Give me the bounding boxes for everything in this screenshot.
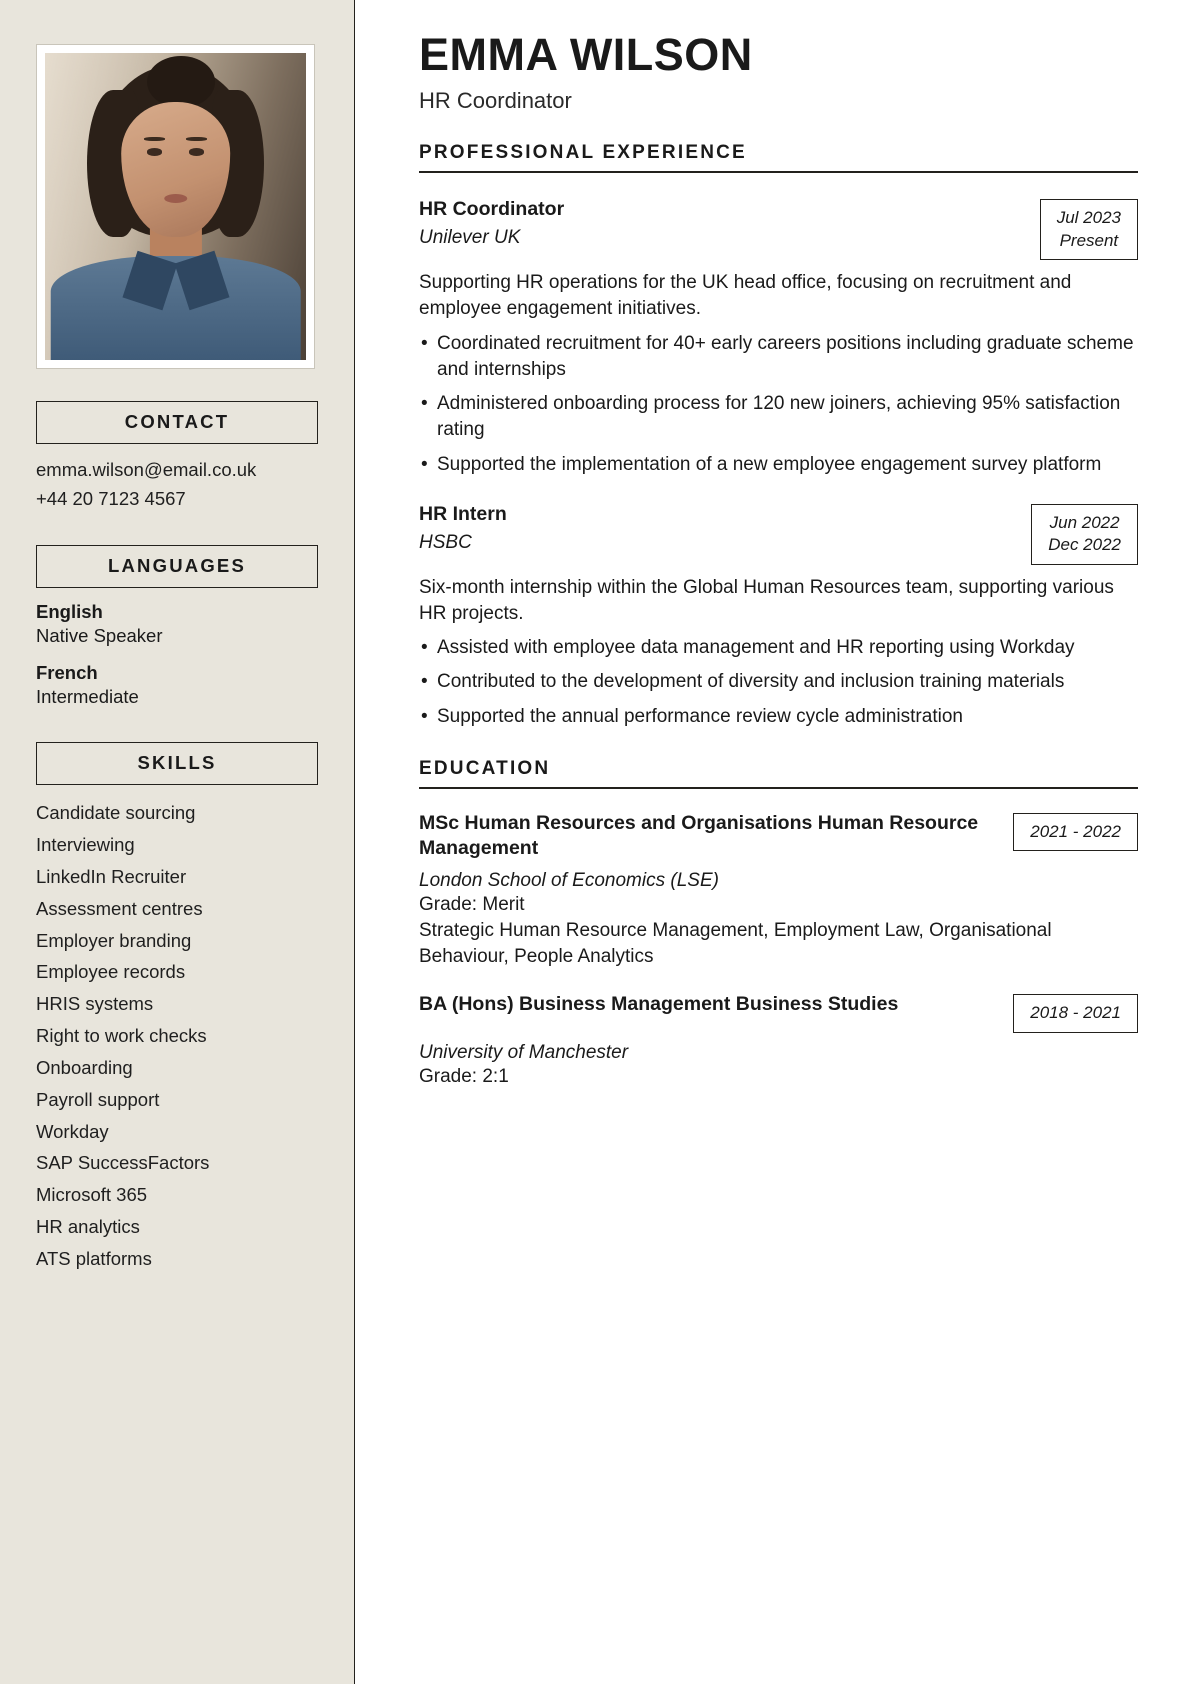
skill-item: Assessment centres <box>36 897 203 919</box>
experience-entry-left <box>419 197 1024 249</box>
list-item: • Assisted with employee data management and HR reporting using Workday <box>419 635 1138 661</box>
languages-list <box>36 600 318 710</box>
language-item <box>36 600 318 649</box>
job-title: HR Coordinator <box>419 88 572 114</box>
language-level: Intermediate <box>36 686 139 708</box>
skill-item: Candidate sourcing <box>36 802 196 824</box>
education-courses: Strategic Human Resource Management, Employment Law, Organisational Behaviour, People Analytics <box>419 919 1052 968</box>
date-end: Dec 2022 <box>1048 535 1121 555</box>
page-title: EMMA WILSON <box>419 29 753 80</box>
skill-item: ATS platforms <box>36 1247 152 1269</box>
date-end: Present <box>1059 230 1119 250</box>
experience-organisation: HSBC <box>419 531 472 553</box>
skill-item: Microsoft 365 <box>36 1184 148 1206</box>
education-entry <box>419 992 1138 1090</box>
list-item: • Administered onboarding process for 120 new joiners, achieving 95% satisfaction rating <box>419 391 1138 443</box>
contact-phone[interactable]: +44 20 7123 4567 <box>36 487 186 509</box>
skill-item: Right to work checks <box>36 1025 207 1047</box>
education-date-badge: 2018 - 2021 <box>1013 994 1138 1032</box>
contact-heading: CONTACT <box>124 411 230 432</box>
experience-date-badge <box>1040 199 1138 260</box>
experience-entry-head <box>419 197 1138 260</box>
education-list <box>419 811 1138 1090</box>
skill-item: Payroll support <box>36 1088 160 1110</box>
skills-list <box>36 797 318 1274</box>
experience-description: Supporting HR operations for the UK head office, focusing on recruitment and employee engagement initiatives. <box>419 272 1072 320</box>
education-section-header <box>419 758 1138 789</box>
experience-entry-head <box>419 502 1138 565</box>
education-grade: Grade: Merit <box>419 893 525 915</box>
experience-section-header <box>419 142 1138 173</box>
language-item <box>36 661 318 710</box>
skill-item: Onboarding <box>36 1056 133 1078</box>
skill-item: Employee records <box>36 961 186 983</box>
languages-heading: LANGUAGES <box>108 555 246 577</box>
list-item: • Contributed to the development of diversity and inclusion training materials <box>419 669 1138 695</box>
skill-item: LinkedIn Recruiter <box>36 866 187 887</box>
experience-heading: PROFESSIONAL EXPERIENCE <box>419 142 747 164</box>
skill-item: HR analytics <box>36 1215 140 1237</box>
experience-role: HR Intern <box>419 502 507 525</box>
education-entry-left <box>419 811 997 861</box>
portrait-photo <box>45 53 306 360</box>
list-item: • Supported the annual performance review cycle administration <box>419 704 1138 730</box>
education-entry-head <box>419 992 1138 1032</box>
main-content <box>355 0 1190 1090</box>
avatar <box>36 44 315 369</box>
skill-item: Employer branding <box>36 929 192 951</box>
skill-item: SAP SuccessFactors <box>36 1152 210 1174</box>
list-item: • Supported the implementation of a new employee engagement survey platform <box>419 452 1138 478</box>
education-school: University of Manchester <box>419 1041 629 1063</box>
education-heading: EDUCATION <box>419 757 551 779</box>
education-grade: Grade: 2:1 <box>419 1065 509 1087</box>
sidebar <box>0 0 355 1684</box>
contact-details <box>36 456 318 513</box>
education-degree: BA (Hons) Business Management Business Studies <box>419 993 899 1016</box>
education-entry <box>419 811 1138 971</box>
skill-item: HRIS systems <box>36 993 154 1015</box>
list-item: • Coordinated recruitment for 40+ early careers positions including graduate scheme and internships <box>419 331 1138 383</box>
skill-item: Interviewing <box>36 834 135 856</box>
language-level: Native Speaker <box>36 625 163 647</box>
skills-heading: SKILLS <box>137 752 217 774</box>
experience-list <box>419 197 1138 729</box>
experience-bullets <box>419 331 1138 478</box>
contact-section-header <box>36 401 318 444</box>
languages-section-header <box>36 545 318 588</box>
experience-entry-left <box>419 502 1015 554</box>
date-start: Jul 2023 <box>1056 208 1121 228</box>
education-date-badge: 2021 - 2022 <box>1013 813 1138 851</box>
experience-date-badge <box>1031 504 1138 565</box>
language-name: English <box>36 601 103 623</box>
date-start: Jun 2022 <box>1049 512 1120 532</box>
education-entry-left <box>419 992 997 1017</box>
experience-organisation: Unilever UK <box>419 227 521 249</box>
experience-description: Six-month internship within the Global Human Resources team, supporting various HR projects. <box>419 576 1114 624</box>
contact-email[interactable]: emma.wilson@email.co.uk <box>36 459 257 480</box>
experience-entry <box>419 197 1138 477</box>
experience-entry <box>419 502 1138 730</box>
education-school: London School of Economics (LSE) <box>419 869 719 891</box>
skills-section-header <box>36 742 318 785</box>
skill-item: Workday <box>36 1120 109 1142</box>
language-name: French <box>36 662 98 684</box>
education-entry-head <box>419 811 1138 861</box>
education-degree: MSc Human Resources and Organisations Human Resource Management <box>419 811 979 859</box>
experience-bullets <box>419 635 1138 730</box>
experience-role: HR Coordinator <box>419 198 565 221</box>
